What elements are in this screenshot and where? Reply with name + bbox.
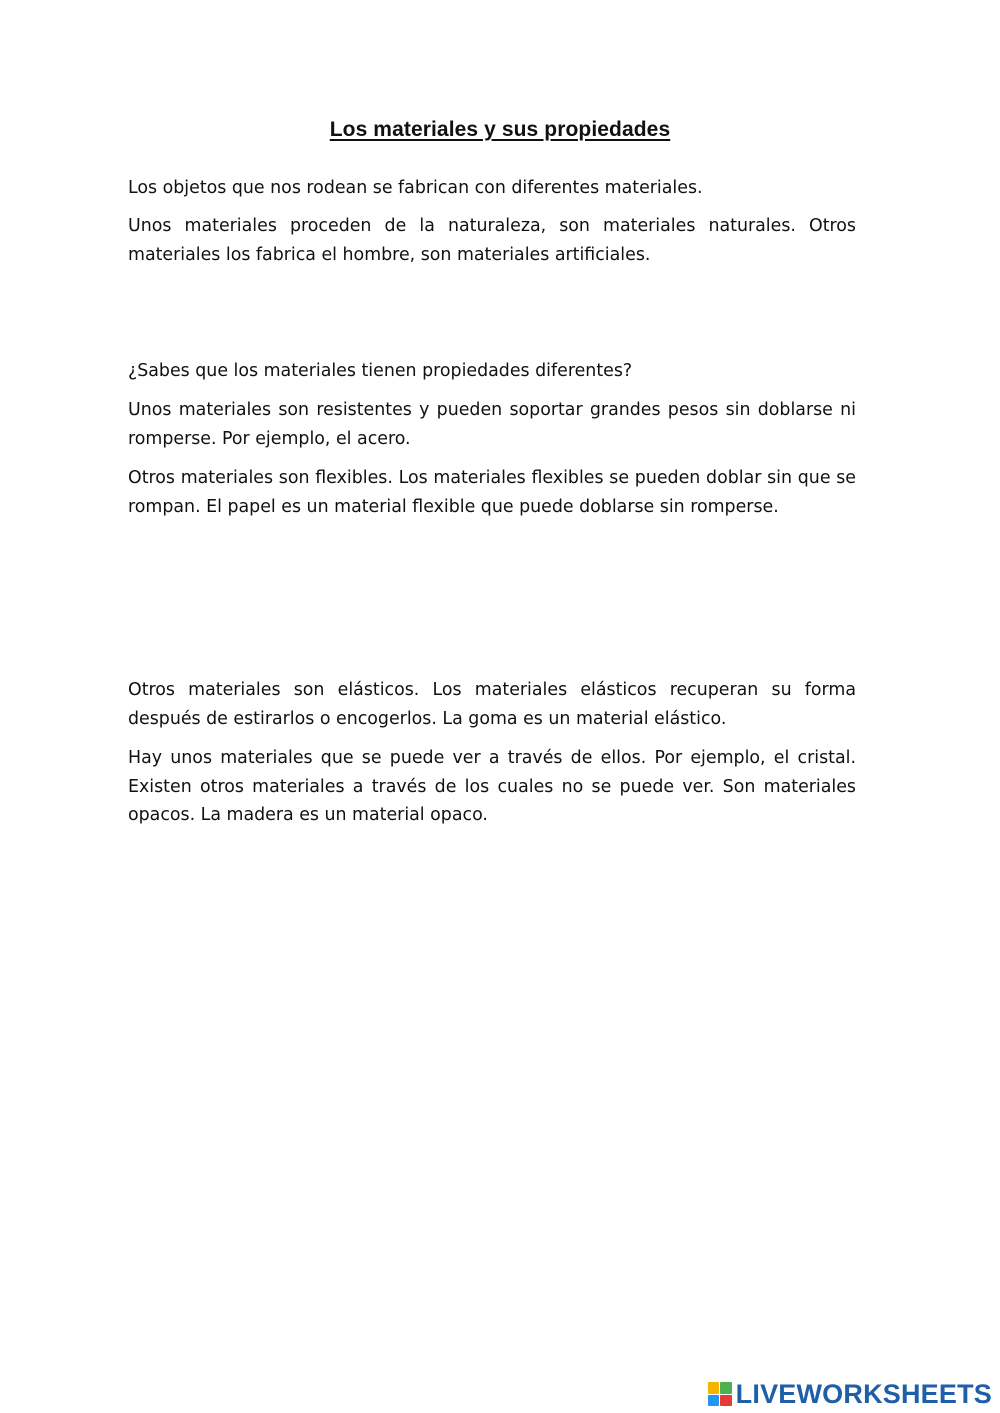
- paragraph-question: ¿Sabes que los materiales tienen propiedades diferentes?: [128, 361, 633, 381]
- liveworksheets-brand[interactable]: [708, 1379, 992, 1409]
- page-title: Los materiales y sus propiedades: [329, 118, 671, 141]
- paragraph-intro: Los objetos que nos rodean se fabrican con diferentes materiales.: [128, 178, 703, 198]
- liveworksheets-logo-icon: [708, 1382, 732, 1406]
- logo-square-blue: [708, 1395, 720, 1407]
- paragraph-flexible: Otros materiales son flexibles. Los materiales flexibles se pueden doblar sin que se rompan. El papel es un material flexible que puede doblarse sin romperse.: [128, 468, 856, 517]
- logo-square-green: [720, 1382, 732, 1394]
- paragraph-natural-artificial: Unos materiales proceden de la naturaleza, son materiales naturales. Otros materiales los fabrica el hombre, son materiales artificiales.: [128, 216, 856, 265]
- logo-square-yellow: [708, 1382, 720, 1394]
- brand-text: LIVEWORKSHEETS: [735, 1378, 992, 1409]
- paragraph-resistant: Unos materiales son resistentes y pueden soportar grandes pesos sin doblarse ni romperse. Por ejemplo, el acero.: [128, 400, 856, 449]
- logo-square-red: [720, 1395, 732, 1407]
- paragraph-elastic: Otros materiales son elásticos. Los materiales elásticos recuperan su forma después de estirarlos o encogerlos. La goma es un material elástico.: [128, 680, 856, 729]
- paragraph-transparent-opaque: Hay unos materiales que se puede ver a través de ellos. Por ejemplo, el cristal. Existen otros materiales a través de los cuales no se puede ver. Son materiales opacos. La madera es un material opaco.: [128, 748, 856, 825]
